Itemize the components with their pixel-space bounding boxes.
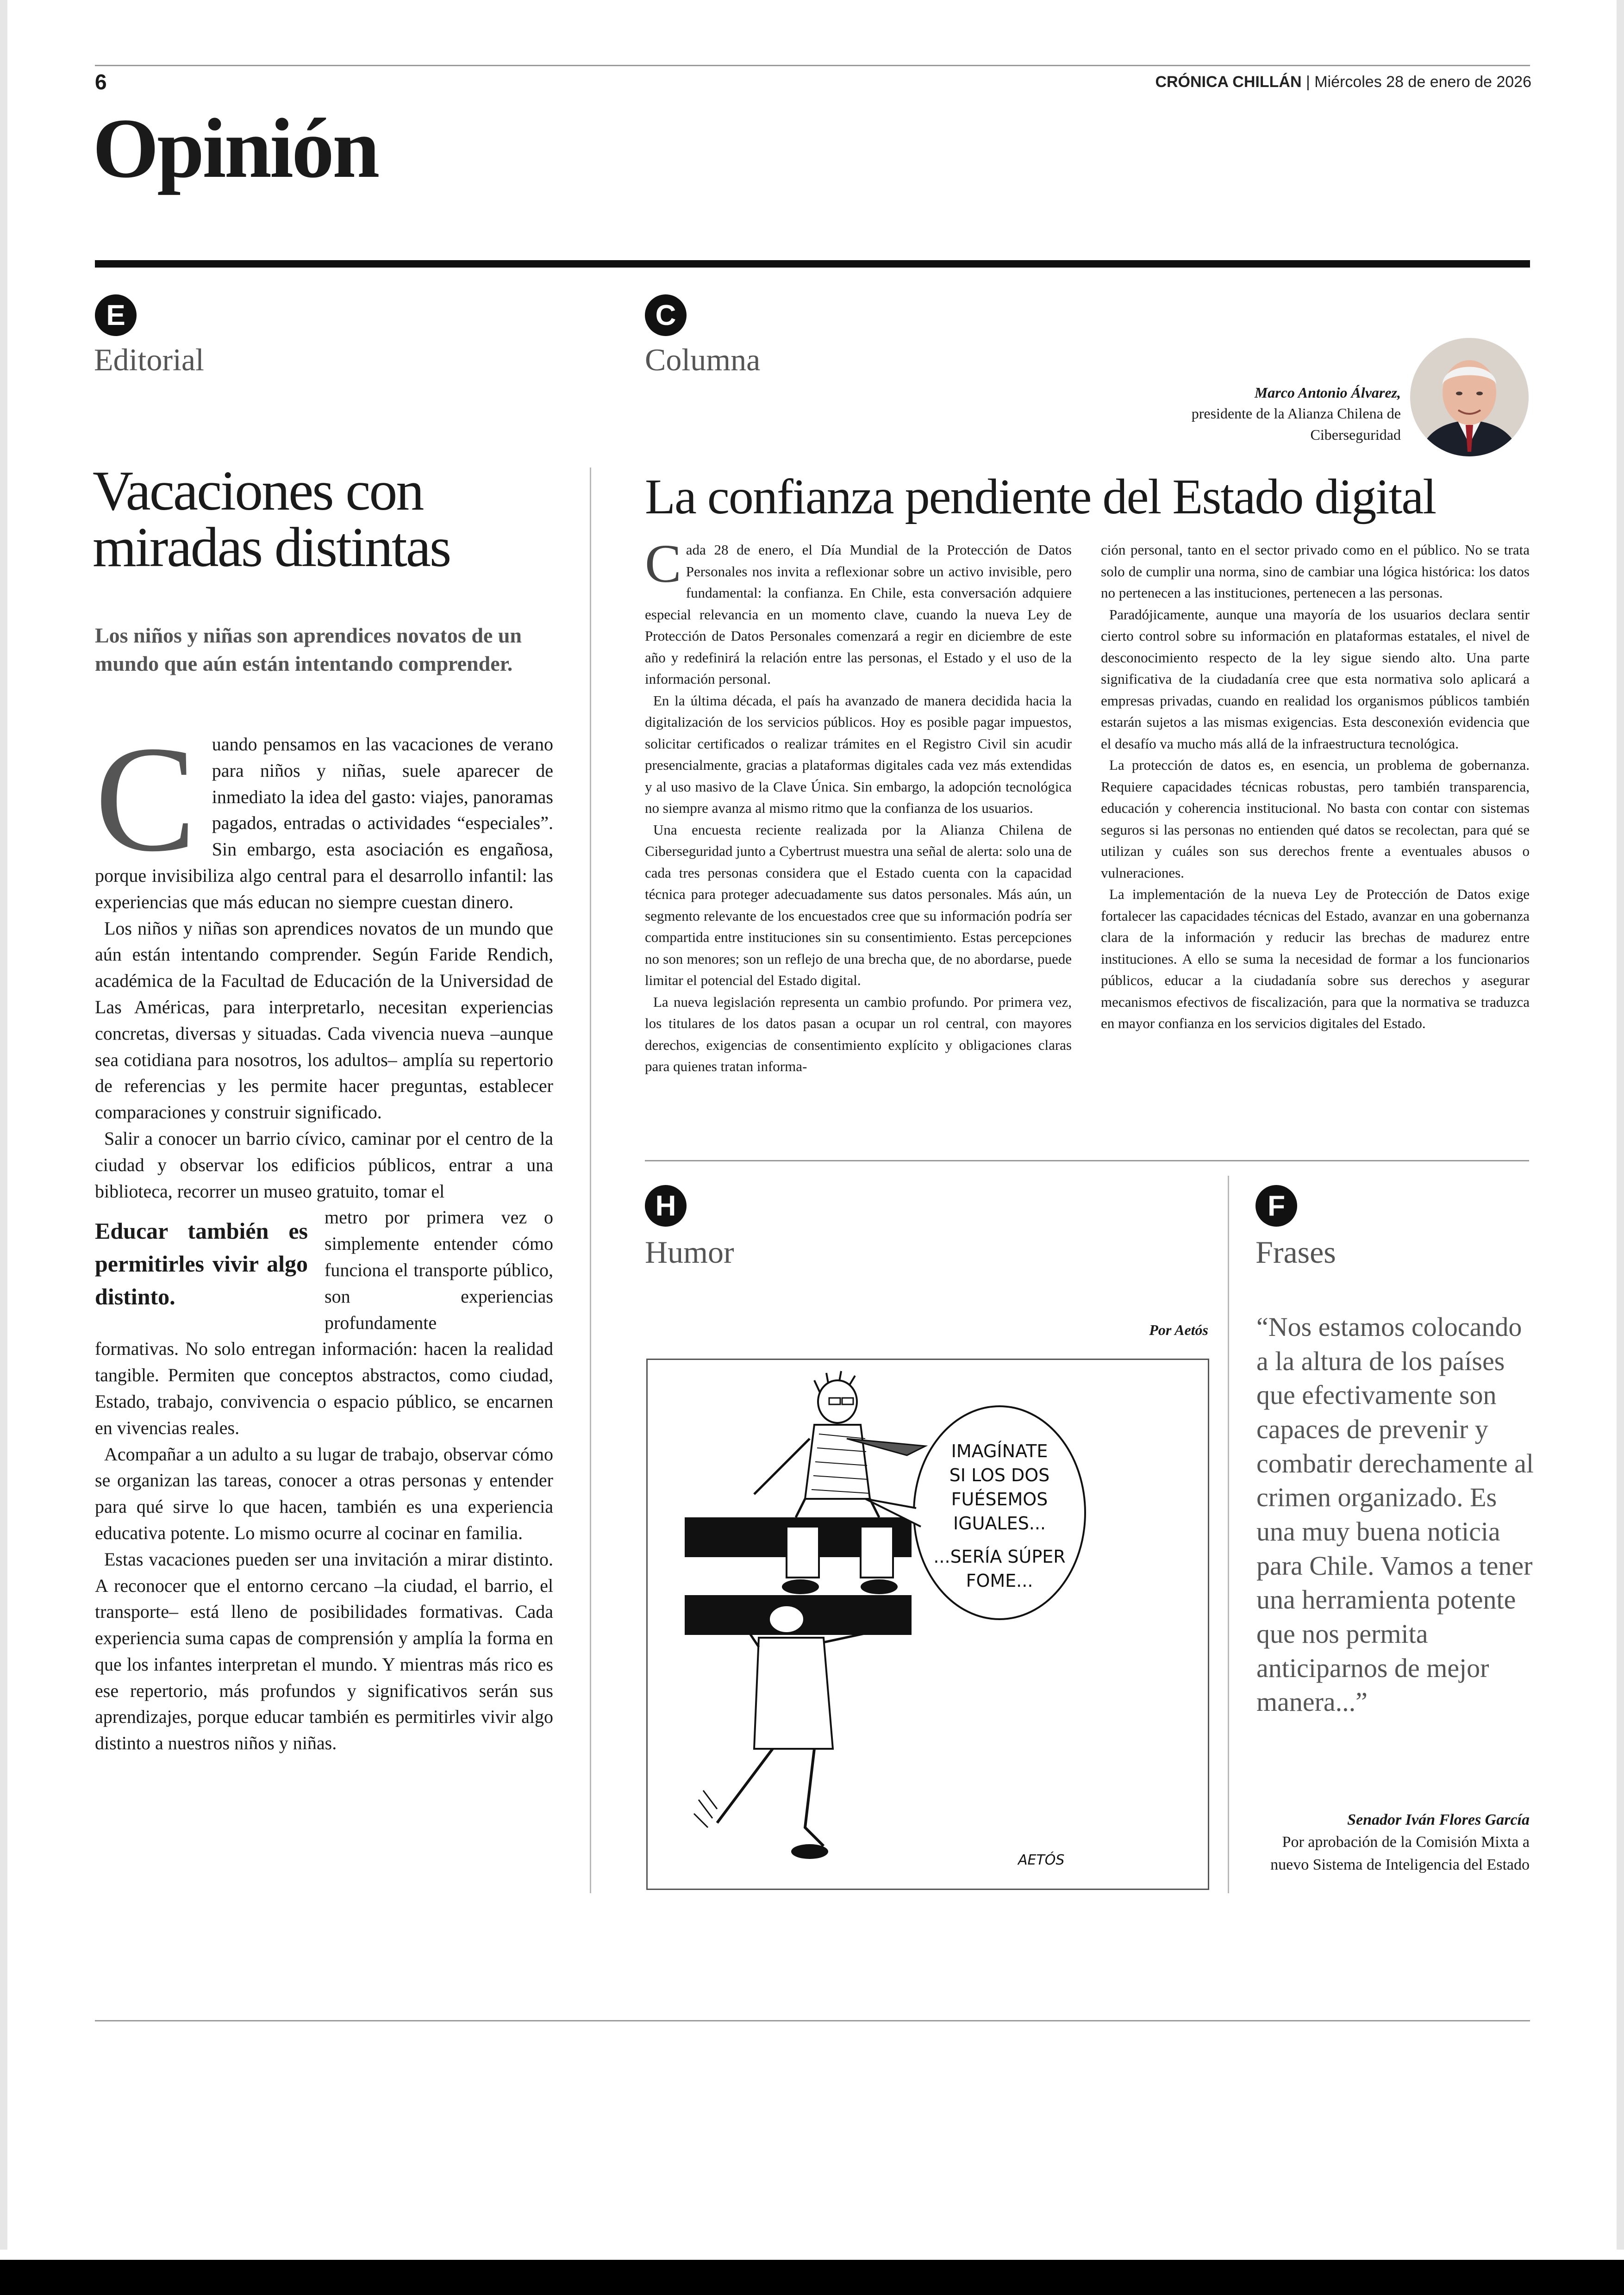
publication-name: CRÓNICA CHILLÁN [1155, 73, 1302, 91]
page-bottom-rule [95, 2020, 1530, 2021]
cartoon [646, 1359, 1209, 1890]
author-role: presidente de la Alianza Chilena de Ciberseguridad [1191, 405, 1401, 443]
editorial-headline: Vacaciones con miradas distintas [93, 460, 450, 579]
cartoon-signature: AETÓS [1018, 1852, 1065, 1868]
editorial-paragraph: formativas. No solo entregan información: hacen la realidad tangible. Permiten que conceptos abstractos, como ciudad, Estado, trabajo, convivencia o espacio público, se encarnen en vivencias reales. [95, 1338, 553, 1438]
section-title: Opinión [93, 101, 378, 195]
balloon-line: IGUALES... [953, 1513, 1046, 1534]
page-right-edge [1617, 0, 1624, 2250]
editorial-divider [590, 468, 591, 1893]
header-rule [95, 65, 1530, 66]
column-kicker: Columna [645, 342, 761, 377]
editorial-badge: E [95, 294, 137, 336]
column-paragraph: La nueva legislación representa un cambio profundo. Por primera vez, los titulares de los datos pasan a ocupar un rol central, con mayores derechos, exigencias de consentimiento explícito y obligaciones claras para quienes tratan informa- [645, 993, 1072, 1074]
column-author [1111, 382, 1401, 445]
quote-context: Por aprobación de la Comisión Mixta a nuevo Sistema de Inteligencia del Estado [1270, 1834, 1530, 1873]
column-paragraph: La protección de datos es, en esencia, un problema de gobernanza. Requiere capacidades técnicas robustas, pero también transparencia, educación y coherencia institucional. No basta con contar con sistemas seguros si las personas no entienden qué datos se recolectan, para qué se utilizan y cuáles son sus derechos frente a eventuales abusos o vulneraciones. [1101, 757, 1530, 881]
editorial-paragraph: Acompañar a un adulto a su lugar de trabajo, observar cómo se organizan las tareas, conocer a otras personas y entender para qué sirve lo que hacen, también es una experiencia educativa potente. Lo mismo ocurre al cocinar en familia. [95, 1443, 553, 1543]
editorial-body [95, 715, 553, 1757]
issue-date: Miércoles 28 de enero de 2026 [1314, 73, 1531, 91]
column-body-col1 [645, 533, 1072, 1078]
viewer-bottom-bar [0, 2260, 1624, 2295]
column-bottom-rule [645, 1160, 1529, 1161]
masthead: CRÓNICA CHILLÁN | Miércoles 28 de enero de 2026 [1155, 73, 1531, 91]
humor-kicker: Humor [645, 1235, 734, 1270]
editorial-paragraph: Los niños y niñas son aprendices novatos de un mundo que aún están intentando comprender. Según Faride Rendich, académica de la Facultad de Educación de la Universidad de Las Américas, para interpretarlo, necesitan experiencias concretas, diversas y situadas. Cada vivencia nueva –aunque sea cotidiana para nosotros, los adultos– amplía su repertorio de referencias y les permite hacer preguntas, establecer comparaciones y construir significado. [95, 917, 553, 1123]
quotes-badge: F [1255, 1185, 1297, 1227]
balloon-line: FUÉSEMOS [951, 1489, 1048, 1509]
balloon-line: IMAGÍNATE [951, 1441, 1048, 1461]
balloon-line: ...SERÍA SÚPER [933, 1547, 1066, 1567]
humor-badge: H [645, 1185, 687, 1227]
page-left-edge [0, 0, 7, 2250]
quote-speaker: Senador Iván Flores García [1347, 1811, 1530, 1828]
column-paragraph: ción personal, tanto en el sector privado como en el público. No se trata solo de cumplir una norma, sino de cambiar una lógica histórica: los datos no pertenecen a las instituciones, pertenecen a las personas. [1101, 542, 1530, 601]
column-badge: C [645, 294, 687, 336]
editorial-paragraph: Salir a conocer un barrio cívico, caminar por el centro de la ciudad y observar los edificios públicos, entrar a una biblioteca, recorrer un museo gratuito, tomar el [95, 1128, 553, 1202]
column-paragraph: La implementación de la nueva Ley de Protección de Datos exige fortalecer las capacidades técnicas del Estado, avanzar en una gobernanza clara de la información y reducir las brechas de madurez entre instituciones. A ello se suma la necesidad de formar a los funcionarios públicos, educar a la ciudadanía sobre sus derechos y asegurar mecanismos efectivos de fiscalización, para que la normativa se traduzca en mayor confianza en los servicios digitales del Estado. [1101, 886, 1530, 1031]
quotes-kicker: Frases [1255, 1235, 1336, 1270]
editorial-paragraph: metro por primera vez o simplemente entender cómo funciona el transporte público, son experiencias profundamente [325, 1207, 553, 1333]
column-body-col2 [1101, 539, 1530, 1035]
editorial-kicker: Editorial [94, 342, 204, 377]
column-paragraph: En la última década, el país ha avanzado de manera decidida hacia la digitalización de los servicios públicos. Hoy es posible pagar impuestos, solicitar certificados o realizar trámites en el Registro Civil sin acudir presencialmente, gracias a plataformas digitales cada vez más extendidas y al uso masivo de la Clave Única. Sin embargo, la adopción tecnológica no siempre avanza al mismo ritmo que la confianza de los usuarios. [645, 692, 1072, 816]
page-number: 6 [95, 70, 107, 94]
quote-text: “Nos estamos colocando a la altura de los países que efectivamente son capaces de prevenir y combatir derechamente al crimen organizado. Es una muy buena noticia para Chile. Vamos a tener una herramienta potente que nos permita anticiparnos de mejor manera...” [1256, 1312, 1534, 1717]
cartoon-credit: Por Aetós [1149, 1322, 1208, 1338]
editorial-paragraph: Estas vacaciones pueden ser una invitación a mirar distinto. A reconocer que el entorno cercano –la ciudad, el barrio, el transporte– está lleno de posibilidades formativas. Cada experiencia suma capas de comprensión y amplía la forma en que los infantes interpretan el mundo. Y mientras más rico es ese repertorio, más profundos y significativos serán sus aprendizajes, porque educar también es permitirles vivir algo distinto a nuestros niños y niñas. [95, 1548, 553, 1754]
column-drop-cap: C [645, 533, 681, 594]
humor-divider [1228, 1176, 1229, 1893]
quote-attribution [1259, 1809, 1530, 1876]
balloon-line: FOME... [966, 1571, 1033, 1591]
column-paragraph: Una encuesta reciente realizada por la Alianza Chilena de Ciberseguridad junto a Cybertrust muestra una señal de alerta: solo una de cada tres personas considera que el Estado cuenta con la capacidad técnica para proteger adecuadamente sus datos personales. Más aún, un segmento relevante de los encuestados cree que su información podría ser compartida entre instituciones sin su consentimiento. Estas percepciones no son menores; son un reflejo de una brecha que, de no abordarse, puede limitar el potencial del Estado digital. [645, 821, 1072, 988]
editorial-drop-cap: C [95, 715, 196, 883]
column-headline: La confianza pendiente del Estado digital [645, 469, 1436, 524]
editorial-paragraph: uando pensamos en las vacaciones de verano para niños y niñas, suele aparecer de inmediato la idea del gasto: viajes, panoramas pagados, entradas o actividades “especiales”. Sin embargo, esta asociación es engañosa, porque invisibiliza algo central para el desarrollo infantil: las experiencias que más educan no siempre cuestan dinero. [95, 734, 553, 912]
column-paragraph: ada 28 de enero, el Día Mundial de la Protección de Datos Personales nos invita a reflexionar sobre un activo invisible, pero fundamental: la confianza. En Chile, esta conversación adquiere especial relevancia en un momento clave, cuando la nueva Ley de Protección de Datos Personales comenzará a regir en diciembre de este año y redefinirá la relación entre las personas, el Estado y el uso de la información personal. [645, 542, 1072, 687]
author-photo [1410, 338, 1529, 456]
author-name: Marco Antonio Álvarez, [1254, 384, 1401, 401]
balloon-line: SI LOS DOS [949, 1465, 1050, 1485]
section-rule [95, 260, 1530, 268]
editorial-pull-quote: Educar también es permitirles vivir algo distinto. [95, 1218, 308, 1310]
editorial-deck: Los niños y niñas son aprendices novatos de un mundo que aún están intentando comprender. [95, 624, 522, 676]
column-paragraph: Paradójicamente, aunque una mayoría de los usuarios declara sentir cierto control sobre su información en plataformas estatales, el nivel de desconocimiento respecto de la ley sigue siendo alto. Una parte significativa de la ciudadanía cree que esta normativa solo aplicará a empresas privadas, cuando en realidad los organismos públicos también estarán sujetos a las mismas exigencias. Esta desconexión evidencia que el desafío va mucho más allá de la infraestructura tecnológica. [1101, 606, 1530, 752]
